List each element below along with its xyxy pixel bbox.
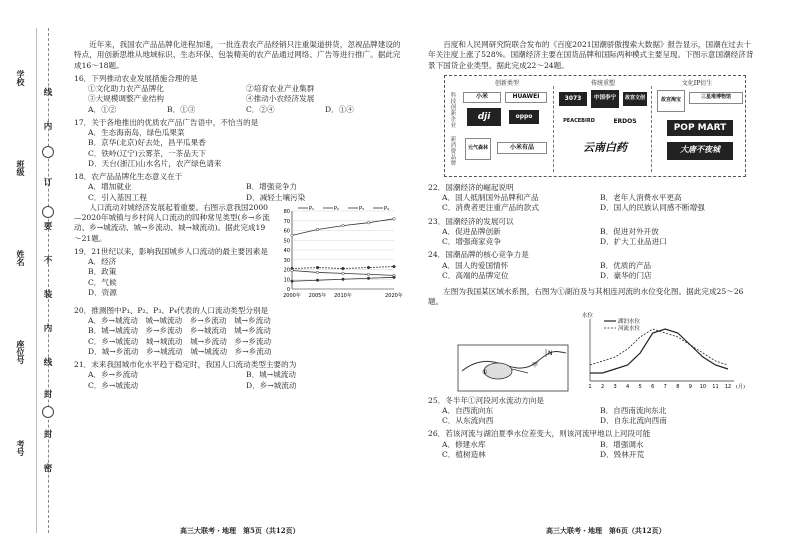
- question-stem: 23．国潮经济的发展可以: [428, 216, 514, 226]
- right-column: [428, 40, 758, 460]
- y-tick-label: 40: [283, 247, 290, 254]
- field-class: 班级: [16, 160, 26, 176]
- question-stem: 19．21世纪以来，影响我国城乡人口流动的最主要因素是: [74, 246, 268, 256]
- option-a: A．自西流向东: [442, 405, 494, 415]
- brand-logo: 大唐不夜城: [667, 142, 733, 160]
- question-25: [428, 396, 758, 427]
- x-tick-label: 2020年: [385, 292, 403, 299]
- option-c: C．消费者更注重产品的款式: [442, 203, 539, 213]
- question-stem: 18．农产品品牌化生态意义在于: [74, 172, 183, 181]
- binding-word: 内: [43, 122, 53, 132]
- series-line-湖泊水位: [590, 329, 728, 373]
- population-flow-chart: [270, 203, 403, 303]
- y-tick-label: 30: [283, 257, 290, 264]
- x-tick-label: 10: [699, 383, 707, 390]
- intro-16-18: 近年来，我国农产品品牌化进程加速，一批连表农产品经销只注重渠道拼货，忽视品牌建设的特点，用创新思维从地域标识、生态环保、包装精美的农产品通过网络、广告等进行推广。据此完成16～18题。: [74, 40, 401, 70]
- brand-logo: 3073: [559, 92, 587, 106]
- map-label-1: ①: [482, 368, 488, 376]
- brand-col-title: 传统重塑: [590, 79, 615, 87]
- binding-word: 装: [43, 290, 53, 300]
- question-16: [74, 74, 404, 115]
- x-tick-label: 8: [676, 383, 680, 390]
- option-d: D．减轻土壤污染: [246, 192, 306, 202]
- binding-word: 封: [43, 390, 53, 400]
- y-tick-label: 50: [283, 238, 290, 244]
- binding-solid-line: [36, 28, 37, 533]
- data-point: [291, 234, 294, 237]
- option-b: B．增强竞争力: [246, 182, 298, 192]
- binding-circle: [42, 206, 54, 218]
- legend-label: P₃: [359, 205, 365, 212]
- option-b: B．促进对外开放: [600, 226, 659, 236]
- brand-logo: HUAWEI: [505, 92, 547, 103]
- map-north-label: N: [548, 349, 553, 357]
- option-c: C．铁岭(辽宁)云雾茶，一茶品天下: [88, 148, 207, 158]
- option-a: A．生态海南岛，绿色瓜果菜: [88, 128, 185, 137]
- page-footer-right: 高三大联考・地理 第6页（共12页）: [546, 526, 666, 535]
- y-tick-label: 0: [286, 286, 290, 293]
- legend-label: P₄: [384, 205, 390, 212]
- brand-logo: 故宫淘宝: [657, 90, 685, 112]
- option-b: B．城→城流动: [246, 370, 296, 380]
- x-tick-label: 3: [613, 383, 617, 390]
- option-d: D．国人的民族认同感不断增强: [600, 203, 705, 213]
- option: ④推动小农经济发展: [246, 94, 315, 104]
- binding-margin: [0, 0, 72, 551]
- x-tick-label: 1: [588, 383, 592, 390]
- data-point: [367, 221, 370, 224]
- brand-logo: 故宫文创: [623, 92, 647, 106]
- data-point: [393, 217, 396, 220]
- brand-logo: ERDOS: [605, 116, 645, 128]
- x-tick-label: 6: [651, 383, 655, 390]
- brand-logo: 元气森林: [465, 138, 491, 160]
- figures-row: [428, 311, 758, 393]
- option-d: D．乡→城流动: [246, 380, 297, 390]
- binding-word: 线: [43, 358, 53, 368]
- page-footer-left: 高三大联考・地理 第5页（共12页）: [180, 526, 300, 535]
- data-point: [316, 279, 319, 282]
- x-tick-label: 2: [600, 383, 605, 390]
- option-b: B．①③: [167, 104, 196, 114]
- y-tick-label: 20: [283, 267, 290, 274]
- x-tick-label: 11: [712, 383, 719, 390]
- intro-22-24: 百度和人民网研究院联合发布的《百度2021国潮骄傲搜索大数据》报告显示，国潮在过去十年关注度上涨了528%。国潮经济主要在国货品牌和国际两种模式主要呈现。下图示意国潮经济背景下国货企业类型。据此完成22～24题。: [428, 40, 754, 70]
- option-c: C．从东流向西: [442, 416, 494, 425]
- option-a: A．增加就业: [88, 182, 132, 192]
- option-c: C．②④: [246, 104, 275, 114]
- data-point: [367, 273, 370, 276]
- option: ①文化助力农产品牌化: [88, 84, 164, 93]
- question-24: [428, 250, 758, 281]
- data-point: [393, 276, 396, 279]
- option-a: A．修建水库: [442, 439, 486, 449]
- map-label-jia: 甲: [532, 361, 539, 369]
- option-d: D．自东北流向西南: [600, 416, 667, 425]
- brand-diagram: [444, 75, 746, 177]
- data-point: [367, 266, 370, 269]
- river-map: [428, 311, 578, 393]
- brand-col-title: 创新类型: [494, 79, 519, 87]
- binding-circle: [42, 146, 54, 158]
- question-19: [74, 247, 270, 298]
- intro-25-26: 左图为我国某区域水系图，右图为①湖泊及与其相连河流的水位变化图。据此完成25～26题。: [428, 287, 744, 307]
- question-stem: 20．推测图中P₁、P₂、P₃、P₄代表的人口流动类型分别是: [74, 305, 269, 315]
- option-c: C．增强商家竞争: [442, 237, 501, 246]
- option-d: D．毁林开荒: [600, 449, 645, 459]
- x-tick-label: 4: [626, 383, 630, 390]
- option-c: C．气候: [88, 277, 117, 287]
- data-point: [342, 267, 345, 270]
- option-c: C．乡→城流动: [88, 380, 139, 390]
- field-name: 姓名: [16, 250, 26, 266]
- data-point: [342, 224, 345, 227]
- y-tick-label: 80: [283, 208, 290, 215]
- option-d: D．资源: [88, 287, 117, 297]
- brand-logo: 小米: [463, 92, 501, 103]
- binding-word: 封: [43, 430, 53, 440]
- field-exam-id: 考号: [16, 440, 26, 456]
- x-tick-label: 2005年: [308, 292, 327, 299]
- option-d: D．豪华的门店: [600, 270, 652, 280]
- question-22: [428, 183, 758, 214]
- y-tick-label: 10: [283, 277, 290, 283]
- binding-word: 不: [43, 256, 53, 266]
- y-axis-label: 水位: [582, 312, 594, 319]
- question-stem: 25．冬半年①河段河水流动方向是: [428, 395, 544, 405]
- option-b: B．政策: [88, 267, 117, 277]
- x-tick-label: 7: [663, 383, 667, 390]
- intro-19-21: 人口流动对城经济发展起着重要。右图示意我国2000—2020年城镇与乡村间人口流动的四种常见类型(乡→乡流动、乡→城流动、城→乡流动、城→城流动)。据此完成19～21题。: [74, 202, 270, 243]
- brand-col-title: 文化IP衍生: [681, 79, 713, 87]
- option-a: A．国人的爱国情怀: [442, 260, 509, 270]
- x-tick-label: 2010年: [334, 292, 352, 299]
- brand-logo: 云南白药: [565, 138, 645, 160]
- x-tick-label: 12: [724, 383, 732, 390]
- data-point: [367, 277, 370, 280]
- x-tick-label: 9: [688, 383, 692, 390]
- option-a: A．国人抵制国外品牌和产品: [442, 193, 539, 202]
- y-tick-label: 60: [283, 228, 290, 235]
- brand-category-label: 科技创新企业: [449, 91, 456, 128]
- brand-category-label: 新消费品牌: [449, 135, 456, 166]
- legend-label: P₁: [309, 205, 315, 212]
- brand-logo: POP MART: [667, 120, 733, 136]
- data-point: [316, 266, 319, 269]
- option-a: A．乡→乡流动: [88, 370, 138, 380]
- binding-word: 订: [43, 178, 53, 188]
- data-point: [291, 280, 294, 283]
- option-b: B．京华(北京)好去处，昌平瓜果香: [88, 138, 206, 148]
- brand-logo: 小米有品: [497, 142, 547, 154]
- brand-logo: dji: [467, 108, 501, 126]
- brand-logo: PEACEBIRD: [557, 116, 601, 128]
- binding-word: 要: [43, 222, 53, 232]
- option-c: C．乡→城流动 城→城流动 城→乡流动 乡→乡流动: [88, 336, 272, 346]
- q19-block: [74, 203, 404, 303]
- question-stem: 22．国潮经济的崛起说明: [428, 182, 514, 192]
- binding-word: 密: [43, 464, 53, 474]
- data-point: [342, 278, 345, 281]
- question-26: [428, 429, 758, 460]
- question-stem: 26．若该河流与湖泊夏季水位差变大，则该河流甲地以上河段可能: [428, 429, 651, 439]
- question-21: [74, 360, 404, 391]
- x-tick-label: 2000年: [283, 292, 301, 299]
- option-a: A．①②: [88, 104, 117, 114]
- option-b: B．城→城流动 乡→乡流动 乡→城流动 城→乡流动: [88, 326, 271, 336]
- legend-label: P₂: [334, 205, 340, 212]
- option-d: D．城→乡流动 乡→城流动 城→城流动 乡→乡流动: [88, 346, 272, 356]
- question-stem: 17．关于各地推出的优质农产品广告语中，不恰当的是: [74, 117, 259, 127]
- field-seat: 座位号: [16, 340, 26, 364]
- option-b: B．自西南流向东北: [600, 405, 667, 415]
- brand-logo: oppo: [509, 110, 539, 124]
- question-23: [428, 217, 758, 248]
- option-b: B．优质的产品: [600, 260, 652, 270]
- question-stem: 24．国潮品牌的核心竞争力是: [428, 250, 529, 260]
- option: ②培育农业产业集群: [246, 84, 315, 93]
- legend-label: 河流水位: [618, 325, 641, 332]
- legend-label: 湖泊水位: [618, 318, 641, 325]
- binding-dashed-line: [48, 28, 49, 533]
- option-d: D．天台(浙江)山水名片，农产绿色请来: [88, 158, 222, 168]
- option-c: C．高端的品牌定位: [442, 270, 509, 280]
- question-17: [74, 118, 404, 169]
- field-school: 学校: [16, 70, 26, 86]
- water-level-chart: [578, 311, 748, 393]
- binding-word: 线: [43, 88, 53, 98]
- y-tick-label: 70: [283, 218, 290, 225]
- brand-logo: 中国李宁: [591, 90, 619, 108]
- option-c: C．植树造林: [442, 449, 486, 459]
- question-stem: 16．下列推动农业发展措施合理的是: [74, 73, 198, 83]
- binding-word: 内: [43, 324, 53, 334]
- option: ③大规模调整产业结构: [88, 94, 164, 104]
- data-point: [316, 271, 319, 274]
- left-column: [74, 40, 404, 391]
- binding-circle: [42, 406, 54, 418]
- option-d: D．①④: [325, 104, 354, 114]
- brand-logo: 三星堆博物馆: [689, 92, 743, 104]
- option-a: A．促进品牌创新: [442, 226, 501, 236]
- data-point: [291, 269, 294, 272]
- x-axis-label: (月): [736, 383, 745, 390]
- option-b: B．增强调水: [600, 439, 644, 449]
- question-20: [74, 306, 404, 357]
- question-stem: 21．未来我国城市化水平趋于稳定时，我国人口流动类型主要的为: [74, 360, 297, 369]
- data-point: [393, 265, 396, 268]
- option-d: D．扩大工业品进口: [600, 237, 667, 246]
- x-tick-label: 5: [638, 383, 642, 390]
- option-a: A．经济: [88, 257, 117, 266]
- option-c: C．引入基因工程: [88, 192, 147, 202]
- option-a: A．乡→城流动 城→城流动 乡→乡流动 城→乡流动: [88, 316, 271, 325]
- data-point: [316, 228, 319, 231]
- option-b: B．老年人消费水平更高: [600, 193, 682, 202]
- question-18: [74, 172, 404, 203]
- data-point: [342, 272, 345, 275]
